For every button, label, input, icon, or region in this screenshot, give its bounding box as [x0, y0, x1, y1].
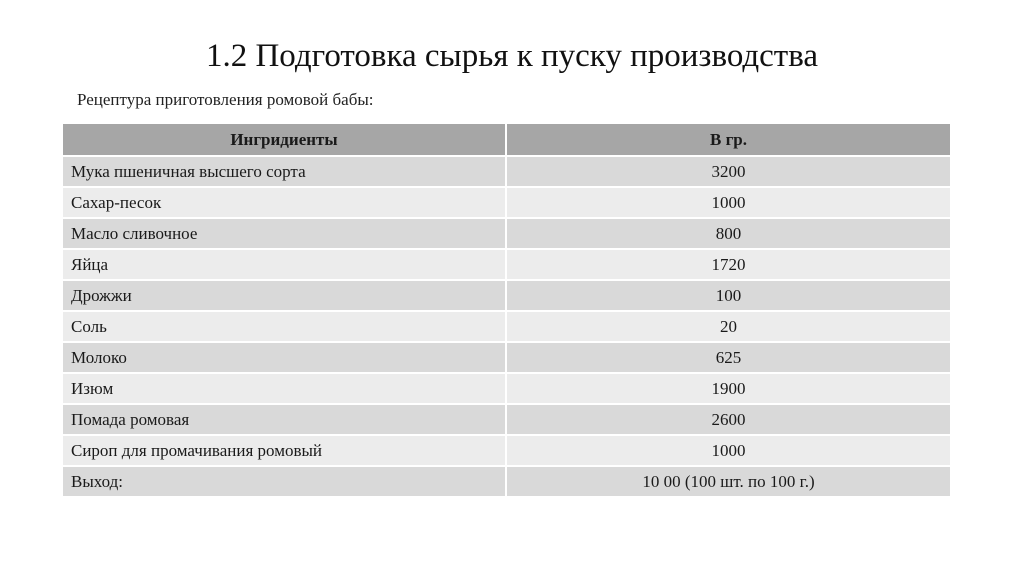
ingredient-name: Дрожжи: [63, 280, 506, 311]
ingredient-amount: 3200: [506, 156, 950, 187]
ingredient-name: Мука пшеничная высшего сорта: [63, 156, 506, 187]
ingredient-amount: 800: [506, 218, 950, 249]
ingredient-name: Изюм: [63, 373, 506, 404]
yield-label: Выход:: [63, 466, 506, 497]
ingredient-name: Масло сливочное: [63, 218, 506, 249]
ingredient-amount: 2600: [506, 404, 950, 435]
ingredient-name: Соль: [63, 311, 506, 342]
table-row: [63, 156, 950, 187]
ingredient-amount: 1000: [506, 435, 950, 466]
slide-title: 1.2 Подготовка сырья к пуску производства: [205, 38, 819, 74]
recipe-table: [63, 124, 950, 498]
ingredient-name: Сахар-песок: [63, 187, 506, 218]
table-row-yield: [63, 466, 950, 497]
recipe-subtitle: Рецептура приготовления ромовой бабы:: [77, 90, 374, 109]
ingredient-amount: 625: [506, 342, 950, 373]
table-row: [63, 435, 950, 466]
table-row: [63, 373, 950, 404]
yield-amount: 10 00 (100 шт. по 100 г.): [506, 466, 950, 497]
ingredient-name: Яйца: [63, 249, 506, 280]
table-row: [63, 187, 950, 218]
header-amount: В гр.: [506, 124, 950, 156]
table-row: [63, 404, 950, 435]
ingredient-name: Сироп для промачивания ромовый: [63, 435, 506, 466]
header-ingredients: Ингридиенты: [63, 124, 506, 156]
ingredient-name: Молоко: [63, 342, 506, 373]
table-row: [63, 249, 950, 280]
table-row: [63, 311, 950, 342]
ingredient-amount: 1900: [506, 373, 950, 404]
ingredient-amount: 1000: [506, 187, 950, 218]
ingredient-amount: 20: [506, 311, 950, 342]
ingredient-amount: 100: [506, 280, 950, 311]
ingredient-name: Помада ромовая: [63, 404, 506, 435]
table-row: [63, 280, 950, 311]
table-header-row: [63, 124, 950, 156]
ingredient-amount: 1720: [506, 249, 950, 280]
table-row: [63, 218, 950, 249]
table-row: [63, 342, 950, 373]
